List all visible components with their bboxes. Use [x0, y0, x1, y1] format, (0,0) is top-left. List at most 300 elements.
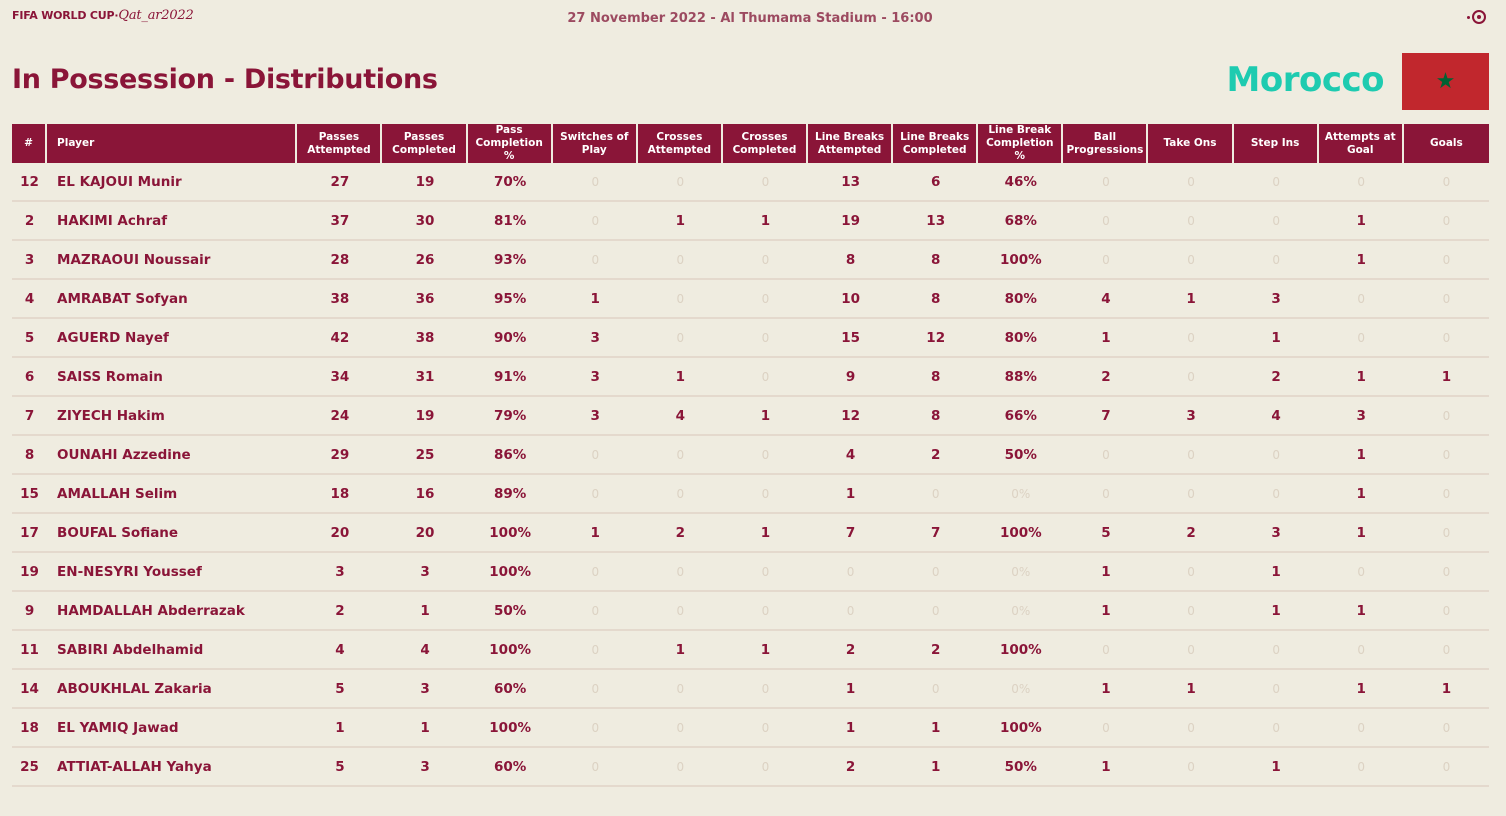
- stat-cell: 20: [297, 514, 382, 553]
- stat-cell: 93%: [468, 241, 553, 280]
- stat-cell: 29: [297, 436, 382, 475]
- player-number: 3: [12, 241, 47, 280]
- stat-cell: 0: [808, 553, 893, 592]
- stat-cell: 89%: [468, 475, 553, 514]
- stat-cell: 0: [723, 436, 808, 475]
- stat-cell: 0: [638, 436, 723, 475]
- stat-cell: 1: [1319, 670, 1404, 709]
- stat-cell: 2: [1063, 358, 1148, 397]
- morocco-flag: [1402, 53, 1489, 110]
- stat-cell: 0: [1148, 553, 1233, 592]
- stat-cell: 4: [382, 631, 467, 670]
- stat-cell: 0: [1404, 241, 1489, 280]
- stat-cell: 2: [638, 514, 723, 553]
- stat-cell: 18: [297, 475, 382, 514]
- stat-cell: 0: [723, 319, 808, 358]
- table-row: [12, 241, 1489, 280]
- stat-cell: 0: [638, 709, 723, 748]
- stat-cell: 0: [1063, 436, 1148, 475]
- stat-cell: 0: [1063, 709, 1148, 748]
- player-number: 2: [12, 202, 47, 241]
- stat-cell: 3: [297, 553, 382, 592]
- stat-cell: 0: [1148, 202, 1233, 241]
- stat-cell: 37: [297, 202, 382, 241]
- stat-cell: 0: [1234, 631, 1319, 670]
- stat-cell: 31: [382, 358, 467, 397]
- player-name: AMRABAT Sofyan: [47, 280, 297, 319]
- stat-cell: 100%: [468, 709, 553, 748]
- stat-cell: 1: [1063, 670, 1148, 709]
- column-header: Attempts at Goal: [1319, 124, 1404, 163]
- stat-cell: 0: [1148, 319, 1233, 358]
- stat-cell: 0: [553, 241, 638, 280]
- stat-cell: 5: [297, 748, 382, 787]
- player-number: 14: [12, 670, 47, 709]
- stat-cell: 0: [1234, 709, 1319, 748]
- table-row: [12, 280, 1489, 319]
- stat-cell: 0: [723, 280, 808, 319]
- stat-cell: 1: [638, 631, 723, 670]
- player-name: AMALLAH Selim: [47, 475, 297, 514]
- stat-cell: 100%: [468, 553, 553, 592]
- stat-cell: 0: [1063, 475, 1148, 514]
- player-name: OUNAHI Azzedine: [47, 436, 297, 475]
- column-header: Goals: [1404, 124, 1489, 163]
- player-name: ABOUKHLAL Zakaria: [47, 670, 297, 709]
- table-row: [12, 202, 1489, 241]
- stat-cell: 50%: [468, 592, 553, 631]
- stat-cell: 70%: [468, 163, 553, 202]
- stat-cell: 0: [1404, 514, 1489, 553]
- stat-cell: 0: [723, 475, 808, 514]
- player-number: 19: [12, 553, 47, 592]
- stat-cell: 1: [1319, 241, 1404, 280]
- stat-cell: 0: [893, 592, 978, 631]
- column-header: Passes Completed: [382, 124, 467, 163]
- stat-cell: 0: [1148, 748, 1233, 787]
- player-name: SAISS Romain: [47, 358, 297, 397]
- stat-cell: 68%: [978, 202, 1063, 241]
- stat-cell: 100%: [978, 514, 1063, 553]
- stat-cell: 88%: [978, 358, 1063, 397]
- stat-cell: 0: [1319, 319, 1404, 358]
- table-row: [12, 436, 1489, 475]
- stat-cell: 0%: [978, 592, 1063, 631]
- player-name: BOUFAL Sofiane: [47, 514, 297, 553]
- stat-cell: 6: [893, 163, 978, 202]
- stat-cell: 20: [382, 514, 467, 553]
- stat-cell: 3: [382, 553, 467, 592]
- soccer-ball-icon[interactable]: [1472, 10, 1486, 24]
- player-number: 17: [12, 514, 47, 553]
- stat-cell: 86%: [468, 436, 553, 475]
- stat-cell: 3: [1319, 397, 1404, 436]
- stat-cell: 60%: [468, 748, 553, 787]
- stat-cell: 1: [1063, 748, 1148, 787]
- stat-cell: 0: [723, 592, 808, 631]
- stat-cell: 19: [808, 202, 893, 241]
- stat-cell: 0: [723, 163, 808, 202]
- stat-cell: 0: [553, 592, 638, 631]
- table-row: [12, 592, 1489, 631]
- stat-cell: 0: [723, 709, 808, 748]
- stat-cell: 2: [893, 631, 978, 670]
- stat-cell: 0: [1148, 358, 1233, 397]
- stat-cell: 0: [1319, 280, 1404, 319]
- table-row: [12, 553, 1489, 592]
- stat-cell: 1: [808, 475, 893, 514]
- stat-cell: 0: [1063, 241, 1148, 280]
- table-row: [12, 748, 1489, 787]
- stat-cell: 1: [1234, 319, 1319, 358]
- column-header: Passes Attempted: [297, 124, 382, 163]
- stat-cell: 0: [893, 475, 978, 514]
- stat-cell: 0: [553, 748, 638, 787]
- column-header: Player: [47, 124, 297, 163]
- stat-cell: 100%: [978, 631, 1063, 670]
- stat-cell: 80%: [978, 319, 1063, 358]
- stat-cell: 0: [638, 592, 723, 631]
- player-name: HAMDALLAH Abderrazak: [47, 592, 297, 631]
- stat-cell: 60%: [468, 670, 553, 709]
- stat-cell: 1: [1404, 358, 1489, 397]
- stat-cell: 0: [723, 358, 808, 397]
- logo-script: Qat_ar2022: [118, 8, 194, 23]
- stat-cell: 1: [1234, 592, 1319, 631]
- stat-cell: 8: [893, 358, 978, 397]
- stat-cell: 28: [297, 241, 382, 280]
- stat-cell: 0: [553, 436, 638, 475]
- stat-cell: 1: [1148, 280, 1233, 319]
- player-number: 25: [12, 748, 47, 787]
- player-name: ZIYECH Hakim: [47, 397, 297, 436]
- fifa-world-cup-logo: FIFA WORLD CUP·Qat_ar2022: [12, 8, 194, 23]
- stat-cell: 1: [553, 514, 638, 553]
- stat-cell: 100%: [978, 241, 1063, 280]
- stat-cell: 1: [1319, 475, 1404, 514]
- stat-cell: 19: [382, 163, 467, 202]
- stat-cell: 0: [723, 748, 808, 787]
- table-body: [12, 163, 1489, 787]
- stat-cell: 0: [1148, 631, 1233, 670]
- stat-cell: 0: [1148, 475, 1233, 514]
- stat-cell: 0: [893, 670, 978, 709]
- column-header: Crosses Attempted: [638, 124, 723, 163]
- stat-cell: 0%: [978, 553, 1063, 592]
- stat-cell: 0: [1148, 241, 1233, 280]
- table-row: [12, 397, 1489, 436]
- player-number: 7: [12, 397, 47, 436]
- stat-cell: 2: [1234, 358, 1319, 397]
- column-header: Crosses Completed: [723, 124, 808, 163]
- stat-cell: 66%: [978, 397, 1063, 436]
- stat-cell: 1: [723, 631, 808, 670]
- stat-cell: 1: [808, 709, 893, 748]
- stat-cell: 27: [297, 163, 382, 202]
- stat-cell: 100%: [468, 631, 553, 670]
- player-name: AGUERD Nayef: [47, 319, 297, 358]
- stat-cell: 3: [553, 319, 638, 358]
- stat-cell: 0: [1319, 553, 1404, 592]
- stat-cell: 0: [723, 553, 808, 592]
- stat-cell: 80%: [978, 280, 1063, 319]
- stat-cell: 38: [297, 280, 382, 319]
- stat-cell: 1: [1319, 436, 1404, 475]
- stat-cell: 4: [638, 397, 723, 436]
- stat-cell: 81%: [468, 202, 553, 241]
- stat-cell: 0: [1234, 202, 1319, 241]
- stat-cell: 0: [638, 241, 723, 280]
- stat-cell: 19: [382, 397, 467, 436]
- stat-cell: 25: [382, 436, 467, 475]
- table-row: [12, 709, 1489, 748]
- match-info: 27 November 2022 - Al Thumama Stadium - 16:00: [567, 11, 933, 26]
- stat-cell: 1: [382, 592, 467, 631]
- stat-cell: 5: [1063, 514, 1148, 553]
- stat-cell: 0%: [978, 475, 1063, 514]
- stat-cell: 0: [1234, 241, 1319, 280]
- stat-cell: 0: [1148, 592, 1233, 631]
- stat-cell: 16: [382, 475, 467, 514]
- column-header: Switches of Play: [553, 124, 638, 163]
- stat-cell: 7: [893, 514, 978, 553]
- table-row: [12, 319, 1489, 358]
- stat-cell: 2: [893, 436, 978, 475]
- stat-cell: 0: [1234, 670, 1319, 709]
- stat-cell: 3: [1148, 397, 1233, 436]
- stat-cell: 1: [638, 202, 723, 241]
- stat-cell: 0: [1319, 748, 1404, 787]
- stat-cell: 0: [553, 163, 638, 202]
- stat-cell: 3: [553, 358, 638, 397]
- stat-cell: 1: [893, 748, 978, 787]
- player-number: 8: [12, 436, 47, 475]
- stat-cell: 0: [1404, 436, 1489, 475]
- stat-cell: 0: [638, 319, 723, 358]
- stat-cell: 0: [553, 709, 638, 748]
- player-name: MAZRAOUI Noussair: [47, 241, 297, 280]
- page-title: In Possession - Distributions: [12, 64, 438, 95]
- player-name: EL KAJOUI Munir: [47, 163, 297, 202]
- stat-cell: 36: [382, 280, 467, 319]
- stat-cell: 0: [893, 553, 978, 592]
- stat-cell: 8: [893, 241, 978, 280]
- stat-cell: 1: [1404, 670, 1489, 709]
- column-header: Ball Progressions: [1063, 124, 1148, 163]
- stat-cell: 0: [638, 553, 723, 592]
- stat-cell: 0: [1404, 553, 1489, 592]
- table-row: [12, 631, 1489, 670]
- stat-cell: 3: [553, 397, 638, 436]
- stat-cell: 4: [1063, 280, 1148, 319]
- team-name: Morocco: [1226, 60, 1384, 100]
- stat-cell: 38: [382, 319, 467, 358]
- stat-cell: 12: [893, 319, 978, 358]
- stat-cell: 0: [1148, 709, 1233, 748]
- stat-cell: 100%: [468, 514, 553, 553]
- stat-cell: 0: [638, 748, 723, 787]
- stat-cell: 34: [297, 358, 382, 397]
- stat-cell: 0: [723, 241, 808, 280]
- flag-star-icon: ★: [1435, 69, 1456, 94]
- stat-cell: 1: [723, 202, 808, 241]
- stat-cell: 1: [1319, 592, 1404, 631]
- stat-cell: 2: [1148, 514, 1233, 553]
- stat-cell: 0: [1063, 202, 1148, 241]
- stat-cell: 1: [382, 709, 467, 748]
- stat-cell: 8: [893, 397, 978, 436]
- column-header: Line Breaks Completed: [893, 124, 978, 163]
- stat-cell: 0: [553, 631, 638, 670]
- stat-cell: 46%: [978, 163, 1063, 202]
- stat-cell: 1: [1063, 319, 1148, 358]
- stat-cell: 1: [723, 397, 808, 436]
- player-number: 15: [12, 475, 47, 514]
- stat-cell: 1: [1319, 202, 1404, 241]
- player-number: 5: [12, 319, 47, 358]
- stat-cell: 8: [808, 241, 893, 280]
- stat-cell: 0: [638, 163, 723, 202]
- player-number: 4: [12, 280, 47, 319]
- stat-cell: 0: [1404, 280, 1489, 319]
- stat-cell: 3: [1234, 280, 1319, 319]
- stat-cell: 90%: [468, 319, 553, 358]
- stat-cell: 7: [1063, 397, 1148, 436]
- stat-cell: 1: [1319, 514, 1404, 553]
- column-header: Line Breaks Attempted: [808, 124, 893, 163]
- stat-cell: 0: [1404, 397, 1489, 436]
- player-number: 18: [12, 709, 47, 748]
- stat-cell: 0: [1319, 631, 1404, 670]
- player-name: EN-NESYRI Youssef: [47, 553, 297, 592]
- stat-cell: 7: [808, 514, 893, 553]
- column-header: Take Ons: [1148, 124, 1233, 163]
- stat-cell: 91%: [468, 358, 553, 397]
- stat-cell: 0: [1148, 436, 1233, 475]
- stat-cell: 1: [1234, 553, 1319, 592]
- player-number: 12: [12, 163, 47, 202]
- stat-cell: 0: [638, 475, 723, 514]
- stat-cell: 1: [1234, 748, 1319, 787]
- stat-cell: 42: [297, 319, 382, 358]
- stat-cell: 1: [1063, 592, 1148, 631]
- stat-cell: 0: [1234, 475, 1319, 514]
- stat-cell: 0: [1404, 163, 1489, 202]
- stat-cell: 0: [808, 592, 893, 631]
- stat-cell: 0: [1148, 163, 1233, 202]
- stat-cell: 0: [1319, 163, 1404, 202]
- stat-cell: 1: [1148, 670, 1233, 709]
- player-name: ATTIAT-ALLAH Yahya: [47, 748, 297, 787]
- stat-cell: 0: [1063, 163, 1148, 202]
- column-header: #: [12, 124, 47, 163]
- stat-cell: 0: [638, 670, 723, 709]
- stat-cell: 3: [382, 670, 467, 709]
- stat-cell: 15: [808, 319, 893, 358]
- stat-cell: 0: [553, 202, 638, 241]
- stat-cell: 50%: [978, 436, 1063, 475]
- stat-cell: 30: [382, 202, 467, 241]
- stat-cell: 10: [808, 280, 893, 319]
- stat-cell: 95%: [468, 280, 553, 319]
- logo-text: FIFA WORLD CUP: [12, 9, 115, 22]
- stat-cell: 0: [1319, 709, 1404, 748]
- stat-cell: 3: [1234, 514, 1319, 553]
- stat-cell: 4: [808, 436, 893, 475]
- stat-cell: 1: [1319, 358, 1404, 397]
- table-row: [12, 514, 1489, 553]
- stat-cell: 0: [553, 475, 638, 514]
- stat-cell: 1: [297, 709, 382, 748]
- stat-cell: 13: [893, 202, 978, 241]
- stat-cell: 1: [553, 280, 638, 319]
- player-number: 11: [12, 631, 47, 670]
- stat-cell: 0: [1234, 436, 1319, 475]
- distribution-stats-table: [12, 124, 1489, 787]
- stat-cell: 9: [808, 358, 893, 397]
- stat-cell: 1: [723, 514, 808, 553]
- column-header: Pass Completion %: [468, 124, 553, 163]
- table-row: [12, 358, 1489, 397]
- stat-cell: 0: [553, 553, 638, 592]
- stat-cell: 79%: [468, 397, 553, 436]
- player-number: 6: [12, 358, 47, 397]
- table-row: [12, 163, 1489, 202]
- stat-cell: 1: [893, 709, 978, 748]
- stat-cell: 26: [382, 241, 467, 280]
- stat-cell: 0: [638, 280, 723, 319]
- stat-cell: 0: [1404, 748, 1489, 787]
- stat-cell: 0: [1404, 319, 1489, 358]
- stat-cell: 1: [638, 358, 723, 397]
- stat-cell: 5: [297, 670, 382, 709]
- stat-cell: 4: [297, 631, 382, 670]
- stat-cell: 0: [1404, 631, 1489, 670]
- stat-cell: 0: [1063, 631, 1148, 670]
- player-number: 9: [12, 592, 47, 631]
- player-name: HAKIMI Achraf: [47, 202, 297, 241]
- column-header: Step Ins: [1234, 124, 1319, 163]
- stat-cell: 0%: [978, 670, 1063, 709]
- stat-cell: 1: [808, 670, 893, 709]
- stat-cell: 13: [808, 163, 893, 202]
- stat-cell: 0: [1404, 592, 1489, 631]
- stat-cell: 0: [553, 670, 638, 709]
- stat-cell: 0: [1404, 202, 1489, 241]
- table-row: [12, 670, 1489, 709]
- top-bar: [0, 0, 1506, 36]
- table-row: [12, 475, 1489, 514]
- stat-cell: 2: [808, 631, 893, 670]
- stat-cell: 8: [893, 280, 978, 319]
- stat-cell: 0: [1404, 709, 1489, 748]
- column-header: Line Break Completion %: [978, 124, 1063, 163]
- stat-cell: 100%: [978, 709, 1063, 748]
- stat-cell: 1: [1063, 553, 1148, 592]
- stat-cell: 0: [1404, 475, 1489, 514]
- table-header-row: [12, 124, 1489, 163]
- stat-cell: 3: [382, 748, 467, 787]
- stat-cell: 0: [723, 670, 808, 709]
- player-name: SABIRI Abdelhamid: [47, 631, 297, 670]
- stat-cell: 4: [1234, 397, 1319, 436]
- stat-cell: 2: [297, 592, 382, 631]
- stat-cell: 50%: [978, 748, 1063, 787]
- stat-cell: 2: [808, 748, 893, 787]
- player-name: EL YAMIQ Jawad: [47, 709, 297, 748]
- stat-cell: 12: [808, 397, 893, 436]
- stat-cell: 24: [297, 397, 382, 436]
